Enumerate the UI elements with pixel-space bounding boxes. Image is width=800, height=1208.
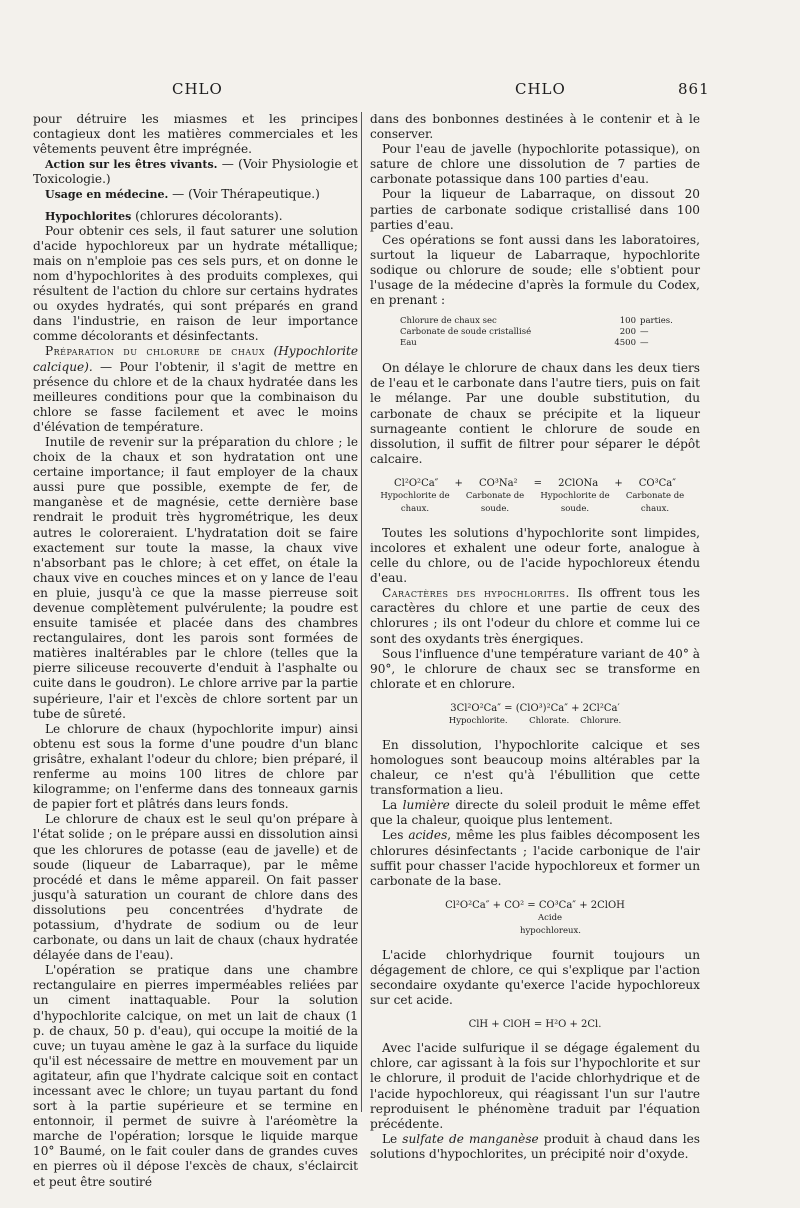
header-right-title: CHLO bbox=[515, 80, 566, 98]
recipe-table bbox=[398, 316, 675, 349]
paragraph: Ces opérations se font aussi dans les laboratoires, surtout la liqueur de Labarraque, hypochlorite sodique ou chlorure de soude; elle s'obtient pour l'usage de la médecine d'après la formule du Codex, en prenant : bbox=[370, 232, 700, 308]
left-column bbox=[33, 112, 358, 1190]
recipe-item: Chlorure de chaux sec bbox=[400, 316, 497, 327]
chemical-equation bbox=[370, 899, 700, 938]
equation-formula: 3Cl²O²Ca″ = (ClO³)²Ca″ + 2Cl²Ca′ bbox=[450, 702, 620, 714]
recipe-item: Eau bbox=[400, 338, 417, 349]
recipe-qty: 100 bbox=[619, 316, 636, 327]
recipe-unit: parties. bbox=[640, 316, 673, 327]
paragraph: Hypochlorites (chlorures décolorants). bbox=[45, 208, 283, 223]
paragraph: Caractères des hypochlorites. Ils offrent tous les caractères du chlore et une partie de ceux des chlorures ; ils ont l'odeur du chlore et comme lui ce sont des oxydants très énergiques. bbox=[370, 586, 700, 646]
recipe-item: Carbonate de soude cristallisé bbox=[400, 327, 532, 338]
section-heading: Préparation du chlorure de chaux bbox=[45, 344, 266, 359]
recipe-qty: 4500 bbox=[614, 338, 636, 349]
paragraph: Action sur les êtres vivants. — (Voir Physiologie et Toxicologie.) bbox=[33, 157, 358, 187]
equation-operator: = bbox=[533, 477, 543, 489]
equation-term: CO³Na² bbox=[478, 477, 518, 489]
paragraph: La lumière directe du soleil produit le même effet que la chaleur, quoique plus lentement. bbox=[370, 798, 700, 828]
equation-operator: + bbox=[454, 477, 463, 489]
running-header bbox=[0, 80, 800, 104]
equation-label: Hypochlorite de chaux. bbox=[380, 490, 450, 514]
paragraph: L'opération se pratique dans une chambre rectangulaire en pierres imperméables reliées par un ciment inattaquable. Pour la solution d'hypochlorite calcique, on met un lait de chaux (1 p. de chaux, 50 p. d'eau), qui occupe la moitié de la cuve; un tuyau amène le gaz à la surface du liquide qu'il est nécessaire de mettre en mouvement par un agitateur, afin que l'hydrate calcique soit en contact incessant avec le chlore; un tuyau partant du fond sort à la partie supérieure et se termine en entonnoir, il permet de suivre à l'aréomètre la marche de l'opération; lorsque le liquide marque 10° Baumé, on le fait couler dans de grandes cuves en pierres où il dépose l'excès de chaux, s'éclaircit et peut être soutiré bbox=[33, 963, 358, 1189]
paragraph: Usage en médecine. — (Voir Thérapeutique.) bbox=[45, 187, 320, 202]
equation-label: Carbonate de chaux. bbox=[625, 490, 685, 514]
paragraph: Pour obtenir ces sels, il faut saturer une solution d'acide hypochloreux par un hydrate métallique; mais on n'emploie pas ces sels purs, et on donne le nom d'hypochlorites à des produits complexes, qui résultent de l'action du chlore sur certains hydrates ou oxydes hydratés, qui sont préparés en grand dans l'industrie, en raison de leur importance comme décolorants et désinfectants. bbox=[33, 223, 358, 344]
equation-label: Acide hypochloreux. bbox=[520, 912, 581, 936]
equation-label: Hypochlorite de soude. bbox=[540, 490, 610, 514]
equation-formula: ClH + ClOH = H²O + 2Cl. bbox=[468, 1019, 602, 1031]
paragraph: L'acide chlorhydrique fournit toujours un dégagement de chlore, ce qui s'explique par l'action secondaire oxydante qu'exerce l'acide hypochloreux sur cet acide. bbox=[370, 947, 700, 1008]
paragraph: Le sulfate de manganèse produit à chaud dans les solutions d'hypochlorites, un précipité noir d'oxyde. bbox=[370, 1131, 700, 1161]
table-row bbox=[398, 327, 675, 338]
paragraph: Le chlorure de chaux est le seul qu'on prépare à l'état solide ; on le prépare aussi en dissolution ainsi que les chlorures de potasse (eau de javelle) et de soude (liqueur de Labarraque), par le même procédé et dans le même appareil. On fait passer jusqu'à saturation un courant de chlore dans des dissolutions peu concentrées d'hydrate de potassium, d'hydrate de sodium ou de leur carbonate, ou dans un lait de chaux (chaux hydratée délayée dans de l'eau). bbox=[33, 812, 358, 963]
page-number: 861 bbox=[678, 80, 710, 98]
paragraph: Inutile de revenir sur la préparation du chlore ; le choix de la chaux et son hydratation ont une certaine importance; il faut employer de la chaux aussi pure que possible, exempte de fer, de manganèse et de magnésie, cette dernière base rendrait le produit très hygrométrique, les deux autres le coloreraient. L'hydratation doit se faire exactement sur toute la masse, la chaux vive n'absorbant pas le chlore; à cet effet, on étale la chaux vive en couches minces et on y lance de l'eau en pluie, jusqu'à ce que la masse pierreuse soit devenue complètement pulvérulente; la poudre est ensuite tamisée et placée dans des chambres rectangulaires, dont les parois sont formées de matières inaltérables par le chlore (telles que la pierre siliceuse recouverte d'enduit à l'asphalte ou cuite dans le goudron). Le chlore arrive par la partie supérieure, l'air et l'excès de chlore sortent par un tube de sûreté. bbox=[33, 434, 358, 721]
table-row bbox=[398, 338, 675, 349]
paragraph: Toutes les solutions d'hypochlorite sont limpides, incolores et exhalent une odeur forte, analogue à celle du chlore, ou de l'acide hypochloreux étendu d'eau. bbox=[370, 525, 700, 586]
equation-term: 2ClONa bbox=[558, 477, 599, 489]
section-heading: Action sur les êtres vivants. bbox=[45, 158, 218, 172]
paragraph: dans des bonbonnes destinées à le contenir et à le conserver. bbox=[370, 112, 700, 142]
chemical-equation bbox=[370, 1018, 700, 1031]
header-left-title: CHLO bbox=[172, 80, 223, 98]
chemical-equation bbox=[370, 477, 700, 516]
right-column bbox=[370, 112, 700, 1162]
equation-term: CO³Ca″ bbox=[638, 477, 676, 489]
paragraph: En dissolution, l'hypochlorite calcique et ses homologues sont beaucoup moins altérables par la chaleur, ce n'est qu'à l'ébullition que cette transformation a lieu. bbox=[370, 737, 700, 798]
chemical-equation bbox=[370, 702, 700, 728]
paragraph: On délaye le chlorure de chaux dans les deux tiers de l'eau et le carbonate dans l'autre tiers, puis on fait le mélange. Par une double substitution, du carbonate de chaux se précipite et la liqueur surnageante contient le chlorure de soude en dissolution, il suffit de filtrer pour séparer le dépôt calcaire. bbox=[370, 361, 700, 466]
section-heading: Caractères des hypochlorites. bbox=[382, 586, 570, 601]
paragraph: Les acides, même les plus faibles décomposent les chlorures désinfectants ; l'acide carbonique de l'air suffit pour chasser l'acide hypochloreux et former un carbonate de la base. bbox=[370, 828, 700, 888]
paragraph: Pour la liqueur de Labarraque, on dissout 20 parties de carbonate sodique cristallisé dans 100 parties d'eau. bbox=[370, 187, 700, 232]
equation-term: Cl²O²Ca″ bbox=[394, 477, 439, 489]
section-heading: Usage en médecine. bbox=[45, 188, 169, 202]
paragraph: Pour l'eau de javelle (hypochlorite potassique), on sature de chlore une dissolution de 7 parties de carbonate potassique dans 100 parties d'eau. bbox=[370, 142, 700, 187]
recipe-unit: — bbox=[640, 327, 649, 338]
recipe-unit: — bbox=[640, 338, 649, 349]
equation-formula: Cl²O²Ca″ + CO² = CO³Ca″ + 2ClOH bbox=[445, 899, 625, 911]
paragraph: Préparation du chlorure de chaux (Hypochlorite calcique). — Pour l'obtenir, il s'agit de mettre en présence du chlore et de la chaux hydratée dans les meilleures conditions pour que la combinaison du chlore se fasse facilement et avec le moins d'élévation de température. bbox=[33, 344, 358, 434]
equation-label: Hypochlorite. Chlorate. Chlorure. bbox=[448, 715, 622, 726]
recipe-qty: 200 bbox=[619, 327, 636, 338]
column-divider bbox=[361, 112, 362, 1112]
paragraph: Sous l'influence d'une température variant de 40° à 90°, le chlorure de chaux sec se transforme en chlorate et en chlorure. bbox=[370, 646, 700, 691]
paragraph: Le chlorure de chaux (hypochlorite impur) ainsi obtenu est sous la forme d'une poudre d'un blanc grisâtre, exhalant l'odeur du chlore; bien préparé, il renferme au moins 100 litres de chlore par kilogramme; on l'enferme dans des tonneaux garnis de papier fort et plâtrés dans leurs fonds. bbox=[33, 721, 358, 812]
table-row bbox=[398, 316, 675, 327]
paragraph: pour détruire les miasmes et les principes contagieux dont les matières commerciales et les vêtements peuvent être imprégnée. bbox=[33, 112, 358, 157]
section-heading: Hypochlorites bbox=[45, 209, 132, 223]
equation-label: Carbonate de soude. bbox=[465, 490, 525, 514]
paragraph: Avec l'acide sulfurique il se dégage également du chlore, car agissant à la fois sur l'hypochlorite et sur le chlorure, il produit de l'acide chlorhydrique et de l'acide hypochloreux, qui réagissant l'un sur l'autre reproduisent le phénomène traduit par l'équation précédente. bbox=[370, 1041, 700, 1131]
equation-operator: + bbox=[614, 477, 623, 489]
